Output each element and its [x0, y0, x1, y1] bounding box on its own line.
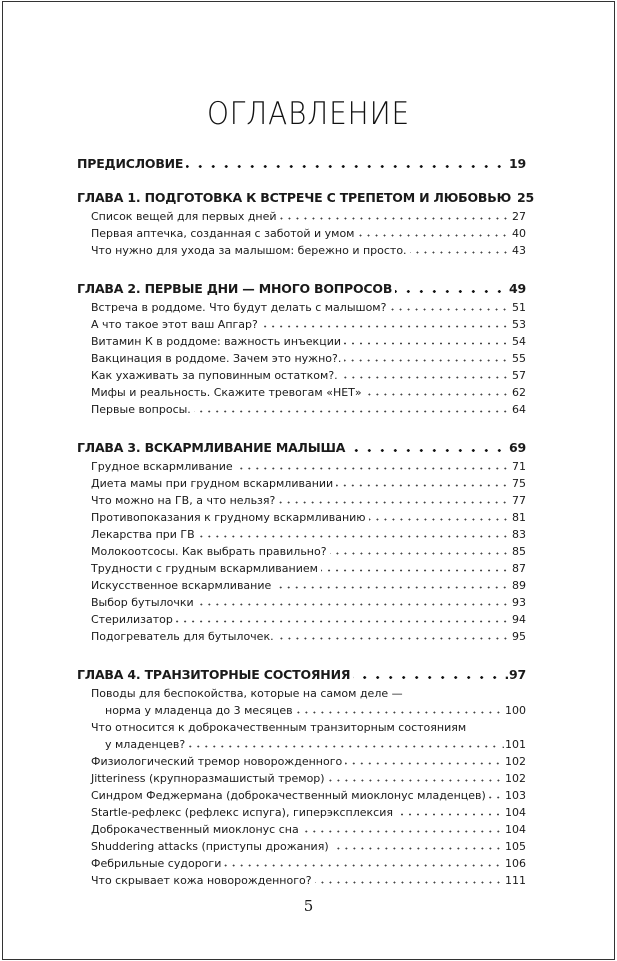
toc-entry[interactable]	[77, 242, 526, 259]
toc-entry-title: Первая аптечка, созданная с заботой и умом	[91, 227, 355, 240]
toc-page-number: .97	[504, 667, 526, 682]
dot-leader	[369, 518, 509, 521]
toc-page-number: 83	[512, 528, 526, 541]
toc-chapter-heading[interactable]	[77, 438, 526, 458]
dot-leader	[353, 676, 501, 679]
toc-page-number: 75	[512, 477, 526, 490]
toc-entry-title: ПРЕДИСЛОВИЕ	[77, 156, 184, 171]
dot-leader	[176, 620, 509, 623]
toc-entry[interactable]	[77, 333, 526, 350]
toc-entry-first-line[interactable]: Что относится к доброкачественным транзиторным состояниям	[91, 721, 467, 734]
toc-page-number: .101	[501, 738, 526, 751]
dot-leader	[224, 864, 502, 867]
toc-entry[interactable]	[77, 509, 526, 526]
toc-page-number: 57	[512, 369, 526, 382]
toc-page-number: 54	[512, 335, 526, 348]
toc-entry-title: Лекарства при ГВ	[91, 528, 195, 541]
toc-entry[interactable]	[77, 401, 526, 418]
dot-leader	[280, 217, 509, 220]
toc-entry-title: ГЛАВА 1. ПОДГОТОВКА К ВСТРЕЧЕ С ТРЕПЕТОМ И ЛЮБОВЬЮ	[77, 190, 512, 205]
toc-entry-title: Shuddering attacks (приступы дрожания)	[91, 840, 329, 853]
dot-leader	[302, 830, 502, 833]
toc-entry[interactable]	[77, 787, 526, 804]
dot-leader	[328, 779, 502, 782]
toc-chapter-heading[interactable]	[77, 188, 535, 208]
toc-entry-title: у младенцев?	[105, 738, 186, 751]
toc-page-number: 19	[509, 156, 526, 171]
toc-entry-title: Доброкачественный миоклонус сна	[91, 823, 299, 836]
page-title: ОГЛАВЛЕНИЕ	[206, 96, 411, 132]
toc-entry[interactable]	[77, 316, 526, 333]
toc-entry-title: Стерилизатор	[91, 613, 173, 626]
toc-page-number: 104	[505, 823, 526, 836]
toc-entry-title: Витамин К в роддоме: важность инъекции	[91, 335, 341, 348]
page-number: 5	[303, 897, 314, 915]
dot-leader	[389, 308, 509, 311]
toc-entry[interactable]	[77, 804, 526, 821]
toc-entry-title: ГЛАВА 3. ВСКАРМЛИВАНИЕ МАЛЫША	[77, 440, 346, 455]
dot-leader	[344, 342, 509, 345]
toc-page-number: 40	[512, 227, 526, 240]
dot-leader	[197, 603, 509, 606]
dot-leader	[261, 325, 509, 328]
dot-leader	[410, 251, 509, 254]
toc-page-number: 105	[505, 840, 526, 853]
dot-leader	[357, 234, 509, 237]
toc-entry-title: ГЛАВА 2. ПЕРВЫЕ ДНИ — МНОГО ВОПРОСОВ	[77, 281, 393, 296]
toc-page-number: 64	[512, 403, 526, 416]
toc-chapter-heading[interactable]	[77, 665, 526, 685]
toc-entry[interactable]	[77, 872, 526, 889]
spacer	[77, 174, 526, 188]
toc-entry[interactable]	[77, 208, 526, 225]
toc-entry[interactable]	[77, 543, 526, 560]
toc-preface[interactable]	[77, 154, 526, 174]
toc-entry-first-line[interactable]: Поводы для беспокойства, которые на самом деле —	[91, 687, 403, 700]
toc-entry-title: Встреча в роддоме. Что будут делать с малышом?	[91, 301, 387, 314]
dot-leader	[188, 745, 498, 748]
dot-leader	[348, 449, 506, 452]
toc-entry-title: Вакцинация в роддоме. Зачем это нужно?.	[91, 352, 342, 365]
dot-leader	[278, 501, 509, 504]
toc-entry[interactable]	[77, 770, 526, 787]
toc-page-number: 93	[512, 596, 526, 609]
toc-entry-title: Диета мамы при грудном вскармливании	[91, 477, 334, 490]
dot-leader	[336, 484, 509, 487]
toc-entry-title: Выбор бутылочки	[91, 596, 194, 609]
toc-entry-title: Трудности с грудным вскармливанием	[91, 562, 318, 575]
dot-leader	[315, 881, 502, 884]
dot-leader	[341, 376, 509, 379]
dot-leader	[330, 552, 509, 555]
toc-entry-title: Jitteriness (крупноразмашистый тремор)	[91, 772, 325, 785]
toc-entry-title: Мифы и реальность. Скажите тревогам «НЕТ»	[91, 386, 362, 399]
toc-entry[interactable]	[77, 458, 526, 475]
dot-leader	[194, 410, 509, 413]
toc-entry[interactable]	[77, 560, 526, 577]
toc-page-number: 43	[512, 244, 526, 257]
toc-page-number: 102	[505, 772, 526, 785]
toc-entry[interactable]	[77, 384, 526, 401]
dot-leader	[321, 569, 509, 572]
dot-leader	[395, 290, 506, 293]
toc-page-number: 94	[512, 613, 526, 626]
toc-entry[interactable]	[77, 838, 526, 855]
toc-entry[interactable]	[77, 367, 526, 384]
toc-entry-title: Что нужно для ухода за малышом: бережно и просто.	[91, 244, 407, 257]
toc-page-number: 62	[512, 386, 526, 399]
dot-leader	[345, 762, 502, 765]
toc-page-number: 100	[505, 704, 526, 717]
toc-entry[interactable]	[77, 299, 526, 316]
dot-leader	[186, 165, 506, 168]
toc-page-number: 81	[512, 511, 526, 524]
toc-entry[interactable]	[77, 225, 526, 242]
toc-page-number: 77	[512, 494, 526, 507]
toc-entry[interactable]	[77, 628, 526, 645]
toc-entry-title: Грудное вскармливание	[91, 460, 233, 473]
toc-entry[interactable]	[77, 753, 526, 770]
toc-page-number: 69	[509, 440, 526, 455]
toc-chapter-heading[interactable]	[77, 279, 526, 299]
toc-page-number: 55	[512, 352, 526, 365]
toc-entry-title: норма у младенца до 3 месяцев	[105, 704, 293, 717]
toc-page-number: 89	[512, 579, 526, 592]
toc-entry[interactable]	[77, 736, 526, 753]
dot-leader	[274, 586, 509, 589]
toc-entry-title: Как ухаживать за пуповинным остатком?.	[91, 369, 338, 382]
dot-leader	[489, 796, 502, 799]
toc-entry[interactable]	[77, 702, 526, 719]
toc-page-number: 103	[505, 789, 526, 802]
toc-entry[interactable]	[77, 475, 526, 492]
toc-page-number: 71	[512, 460, 526, 473]
toc-entry[interactable]	[77, 350, 526, 367]
dot-leader	[277, 637, 509, 640]
toc-page-number: 27	[512, 210, 526, 223]
toc-entry-title: Что скрывает кожа новорожденного?	[91, 874, 312, 887]
dot-leader	[396, 813, 502, 816]
dot-leader	[332, 847, 502, 850]
toc-page-number: 104	[505, 806, 526, 819]
toc-entry-title: Синдром Феджермана (доброкачественный миоклонус младенцев)	[91, 789, 486, 802]
toc-page-number: 102	[505, 755, 526, 768]
toc-entry-title: Противопоказания к грудному вскармливанию	[91, 511, 366, 524]
toc-page-number: 53	[512, 318, 526, 331]
toc-page-number: 25	[517, 190, 535, 205]
toc-entry-title: Фебрильные судороги	[91, 857, 222, 870]
toc-entry-title: Первые вопросы.	[91, 403, 191, 416]
dot-leader	[365, 393, 509, 396]
toc-page-number: 95	[512, 630, 526, 643]
toc-entry[interactable]	[77, 611, 526, 628]
toc-entry-title: Что можно на ГВ, а что нельзя?	[91, 494, 276, 507]
spacer	[77, 645, 526, 659]
toc-page-number: 87	[512, 562, 526, 575]
toc-entry-title: Подогреватель для бутылочек.	[91, 630, 274, 643]
toc-page-number: 49	[509, 281, 526, 296]
toc-entry[interactable]	[77, 577, 526, 594]
toc-page-number: 85	[512, 545, 526, 558]
spacer	[77, 259, 526, 273]
toc-page-number: 111	[505, 874, 526, 887]
toc-entry-title: Список вещей для первых дней	[91, 210, 277, 223]
dot-leader	[198, 535, 509, 538]
dot-leader	[344, 359, 509, 362]
table-of-contents	[77, 154, 535, 889]
toc-entry[interactable]	[77, 526, 526, 543]
toc-entry[interactable]	[77, 492, 526, 509]
toc-page-number: 106	[505, 857, 526, 870]
spacer	[77, 418, 526, 432]
toc-entry-title: Искусственное вскармливание	[91, 579, 272, 592]
toc-entry[interactable]	[77, 821, 526, 838]
toc-entry[interactable]	[77, 594, 526, 611]
toc-entry-title: Молокоотсосы. Как выбрать правильно?	[91, 545, 327, 558]
dot-leader	[236, 467, 509, 470]
toc-entry[interactable]	[77, 855, 526, 872]
toc-entry-title: ГЛАВА 4. ТРАНЗИТОРНЫЕ СОСТОЯНИЯ	[77, 667, 351, 682]
toc-entry-title: Startle-рефлекс (рефлекс испуга), гиперэксплексия	[91, 806, 393, 819]
toc-entry-title: Физиологический тремор новорожденного	[91, 755, 343, 768]
toc-page-number: 51	[512, 301, 526, 314]
toc-entry-title: А что такое этот ваш Апгар?	[91, 318, 258, 331]
dot-leader	[296, 711, 502, 714]
